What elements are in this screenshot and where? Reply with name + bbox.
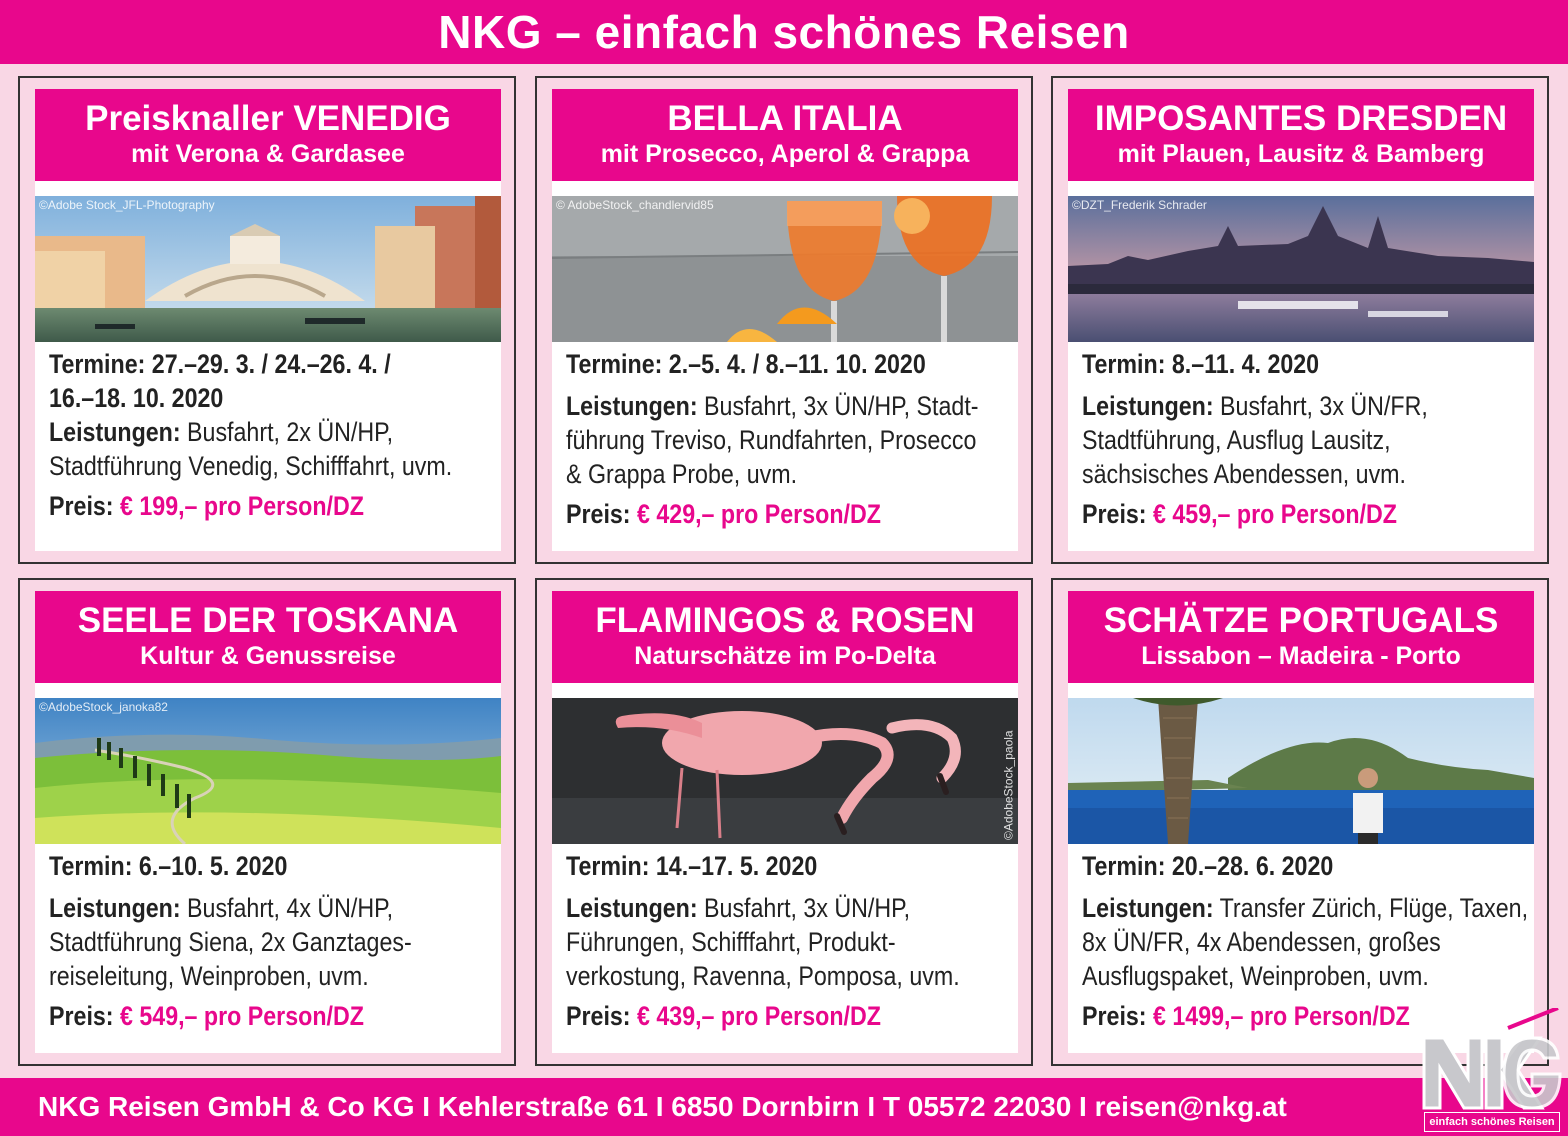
- card-subtitle: mit Plauen, Lausitz & Bamberg: [1117, 140, 1485, 168]
- card-content: [35, 89, 501, 551]
- price-value: € 429,– pro Person/DZ: [637, 499, 881, 529]
- card-header: [552, 89, 1018, 181]
- card-header: [35, 89, 501, 181]
- card-details: [566, 347, 1013, 531]
- page-title: NKG – einfach schönes Reisen: [0, 0, 1568, 64]
- services-line-3: & Grappa Probe, uvm.: [566, 459, 798, 489]
- services-line: [1082, 389, 1529, 423]
- card-subtitle: Naturschätze im Po-Delta: [634, 642, 936, 670]
- price-label: Preis:: [1082, 1001, 1147, 1031]
- card-content: [1068, 89, 1534, 551]
- photo-credit: ©AdobeStock_janoka82: [39, 700, 168, 714]
- services-value: Busfahrt, 4x ÜN/HP,: [187, 893, 394, 923]
- card-header: [1068, 591, 1534, 683]
- offer-card-flamingos[interactable]: [535, 578, 1033, 1066]
- price-line: [566, 999, 1013, 1033]
- services-line-2: Stadtführung Venedig, Schifffahrt, uvm.: [49, 451, 453, 481]
- services-line: [49, 891, 496, 925]
- services-line-2: führung Treviso, Rundfahrten, Prosecco: [566, 425, 977, 455]
- price-label: Preis:: [1082, 499, 1147, 529]
- price-line: [566, 497, 1013, 531]
- services-line-3: reiseleitung, Weinproben, uvm.: [49, 961, 369, 991]
- services-label: Leistungen:: [1082, 893, 1214, 923]
- price-value: € 439,– pro Person/DZ: [637, 1001, 881, 1031]
- offer-card-bella-italia[interactable]: [535, 76, 1033, 564]
- dresden-skyline-photo: [1068, 196, 1534, 342]
- card-subtitle: Kultur & Genussreise: [140, 642, 396, 670]
- dates-value: 8.–11. 4. 2020: [1171, 349, 1320, 379]
- dates-label: Termin:: [1082, 851, 1166, 881]
- contact-info[interactable]: NKG Reisen GmbH & Co KG I Kehlerstraße 61 I 6850 Dornbirn I T 05572 22030 I reisen@nkg.at: [38, 1091, 1287, 1122]
- services-label: Leistungen:: [566, 893, 698, 923]
- card-content: [552, 591, 1018, 1053]
- offer-card-dresden[interactable]: [1051, 76, 1549, 564]
- dates-line: [1082, 347, 1529, 381]
- price-line: [49, 489, 496, 523]
- price-line: [49, 999, 496, 1033]
- dates-line: [566, 347, 1013, 381]
- services-label: Leistungen:: [49, 417, 181, 447]
- dates-line: [566, 849, 1013, 883]
- services-value: Busfahrt, 2x ÜN/HP,: [187, 417, 394, 447]
- price-value: € 1499,– pro Person/DZ: [1153, 1001, 1410, 1031]
- photo-credit: ©Adobe Stock_JFL-Photography: [39, 198, 215, 212]
- price-label: Preis:: [566, 1001, 631, 1031]
- price-label: Preis:: [566, 499, 631, 529]
- footer-banner: [0, 1078, 1568, 1136]
- aperol-spritz-photo: [552, 196, 1018, 342]
- card-subtitle: mit Prosecco, Aperol & Grappa: [600, 140, 970, 168]
- venice-rialto-photo: [35, 196, 501, 342]
- card-content: [35, 591, 501, 1053]
- price-label: Preis:: [49, 491, 114, 521]
- services-line-2: Stadtführung, Ausflug Lausitz,: [1082, 425, 1391, 455]
- logo-tagline: einfach schönes Reisen: [1424, 1112, 1560, 1132]
- dates-line: [1082, 849, 1529, 883]
- services-label: Leistungen:: [1082, 391, 1214, 421]
- card-title: SEELE DER TOSKANA: [77, 601, 459, 640]
- services-line-3: verkostung, Ravenna, Pomposa, uvm.: [566, 961, 960, 991]
- photo-credit: ©DZT_Frederik Schrader: [1072, 198, 1207, 212]
- dates-label: Termine:: [49, 349, 146, 379]
- card-title: FLAMINGOS & ROSEN: [595, 601, 975, 640]
- price-label: Preis:: [49, 1001, 114, 1031]
- card-subtitle: mit Verona & Gardasee: [131, 140, 405, 168]
- card-title: SCHÄTZE PORTUGALS: [1103, 601, 1499, 640]
- services-line: [566, 891, 1013, 925]
- price-value: € 459,– pro Person/DZ: [1153, 499, 1397, 529]
- services-line: [49, 415, 496, 449]
- services-line-2: Stadtführung Siena, 2x Ganztages-: [49, 927, 412, 957]
- card-details: [1082, 347, 1529, 531]
- services-line: [1082, 891, 1529, 925]
- card-title: IMPOSANTES DRESDEN: [1094, 99, 1508, 138]
- services-value: Busfahrt, 3x ÜN/HP,: [704, 893, 911, 923]
- dates-value: 2.–5. 4. / 8.–11. 10. 2020: [668, 349, 926, 379]
- card-header: [35, 591, 501, 683]
- services-line-2: 8x ÜN/FR, 4x Abendessen, großes: [1082, 927, 1441, 957]
- card-subtitle: Lissabon – Madeira - Porto: [1141, 642, 1461, 670]
- card-header: [1068, 89, 1534, 181]
- services-label: Leistungen:: [566, 391, 698, 421]
- price-value: € 549,– pro Person/DZ: [120, 1001, 364, 1031]
- dates-line-2: 16.–18. 10. 2020: [49, 383, 224, 413]
- dates-value: 6.–10. 5. 2020: [138, 851, 288, 881]
- services-value: Busfahrt, 3x ÜN/FR,: [1220, 391, 1428, 421]
- dates-value: 14.–17. 5. 2020: [655, 851, 818, 881]
- dates-label: Termin:: [1082, 349, 1166, 379]
- card-title: BELLA ITALIA: [667, 99, 903, 138]
- card-details: [1082, 849, 1529, 1033]
- madeira-coast-photo: [1068, 698, 1534, 844]
- services-label: Leistungen:: [49, 893, 181, 923]
- dates-label: Termin:: [566, 851, 650, 881]
- photo-credit: ©AdobeStock_paola: [1002, 730, 1016, 840]
- dates-label: Termine:: [566, 349, 663, 379]
- price-line: [1082, 497, 1529, 531]
- dates-line: [49, 347, 496, 381]
- offer-card-portugal[interactable]: [1051, 578, 1549, 1066]
- tuscany-hills-photo: [35, 698, 501, 844]
- dates-value: 27.–29. 3. / 24.–26. 4. /: [151, 349, 391, 379]
- services-value: Busfahrt, 3x ÜN/HP, Stadt-: [704, 391, 979, 421]
- services-line-2: Führungen, Schifffahrt, Produkt-: [566, 927, 896, 957]
- services-line: [566, 389, 1013, 423]
- dates-value: 20.–28. 6. 2020: [1171, 851, 1334, 881]
- photo-credit: © AdobeStock_chandlervid85: [556, 198, 714, 212]
- flamingo-photo: [552, 698, 1018, 844]
- offer-card-toskana[interactable]: [18, 578, 516, 1066]
- dates-label: Termin:: [49, 851, 133, 881]
- card-content: [552, 89, 1018, 551]
- card-details: [49, 849, 496, 1033]
- card-title: Preisknaller VENEDIG: [85, 99, 451, 138]
- card-content: [1068, 591, 1534, 1053]
- price-value: € 199,– pro Person/DZ: [120, 491, 364, 521]
- services-line-3: Ausflugspaket, Weinproben, uvm.: [1082, 961, 1429, 991]
- dates-line: [49, 849, 496, 883]
- card-header: [552, 591, 1018, 683]
- offer-card-venedig[interactable]: [18, 76, 516, 564]
- services-line-3: sächsisches Abendessen, uvm.: [1082, 459, 1406, 489]
- services-value: Transfer Zürich, Flüge, Taxen,: [1219, 893, 1529, 923]
- card-details: [49, 347, 496, 523]
- card-details: [566, 849, 1013, 1033]
